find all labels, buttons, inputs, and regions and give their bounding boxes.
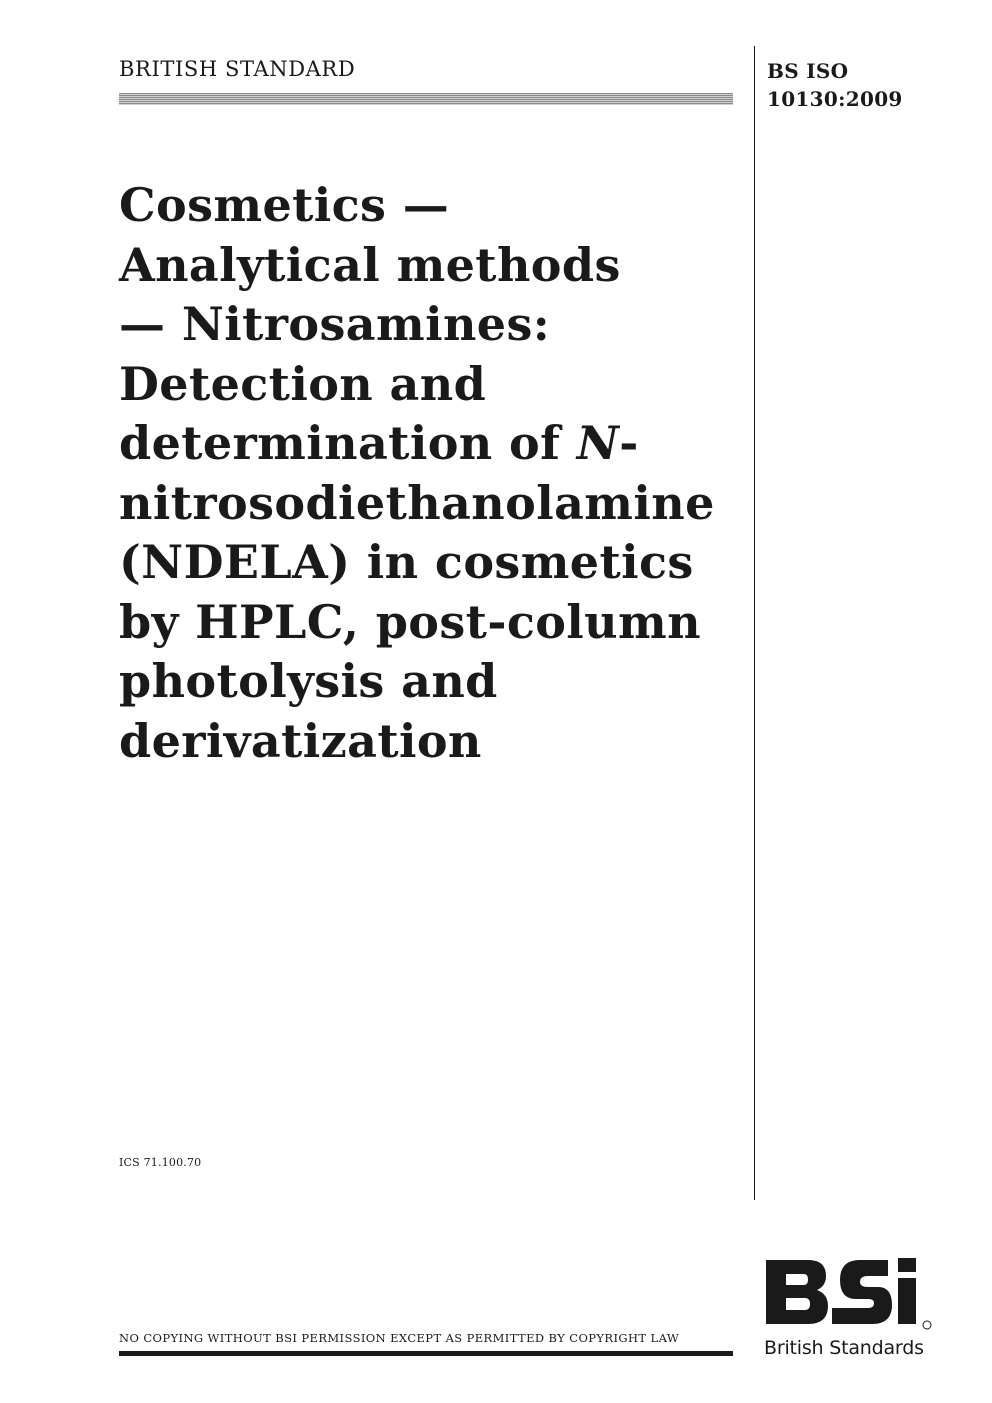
title-line: — Nitrosamines: bbox=[119, 297, 551, 351]
title-line: by HPLC, post-column bbox=[119, 594, 701, 649]
bsi-logo bbox=[764, 1252, 936, 1332]
document-number-line2: 10130:2009 bbox=[767, 87, 903, 111]
vertical-divider bbox=[754, 46, 755, 1200]
document-number bbox=[767, 57, 903, 113]
title-line bbox=[119, 414, 734, 474]
ics-code: ICS 71.100.70 bbox=[119, 1156, 202, 1169]
title-line: nitrosodiethanolamine bbox=[119, 475, 715, 530]
title-line: Cosmetics — bbox=[119, 178, 450, 232]
document-title bbox=[119, 176, 734, 771]
footer-rule bbox=[119, 1351, 733, 1356]
bsi-logo-mark-icon bbox=[764, 1252, 934, 1332]
header-label: BRITISH STANDARD bbox=[119, 57, 356, 81]
title-line-italic: N bbox=[576, 416, 620, 470]
title-line: derivatization bbox=[119, 713, 482, 768]
title-line: (NDELA) in cosmetics bbox=[119, 535, 694, 589]
bsi-logo-tagline: British Standards bbox=[764, 1337, 924, 1359]
header-rule bbox=[119, 93, 733, 105]
document-number-line1: BS ISO bbox=[767, 59, 849, 83]
title-line-suffix: - bbox=[619, 416, 639, 470]
copyright-notice: NO COPYING WITHOUT BSI PERMISSION EXCEPT AS PERMITTED BY COPYRIGHT LAW bbox=[119, 1331, 680, 1345]
title-line: photolysis and bbox=[119, 654, 498, 708]
title-line: Analytical methods bbox=[119, 237, 621, 292]
title-line-text: determination of bbox=[119, 416, 577, 470]
title-line: Detection and bbox=[119, 356, 487, 411]
